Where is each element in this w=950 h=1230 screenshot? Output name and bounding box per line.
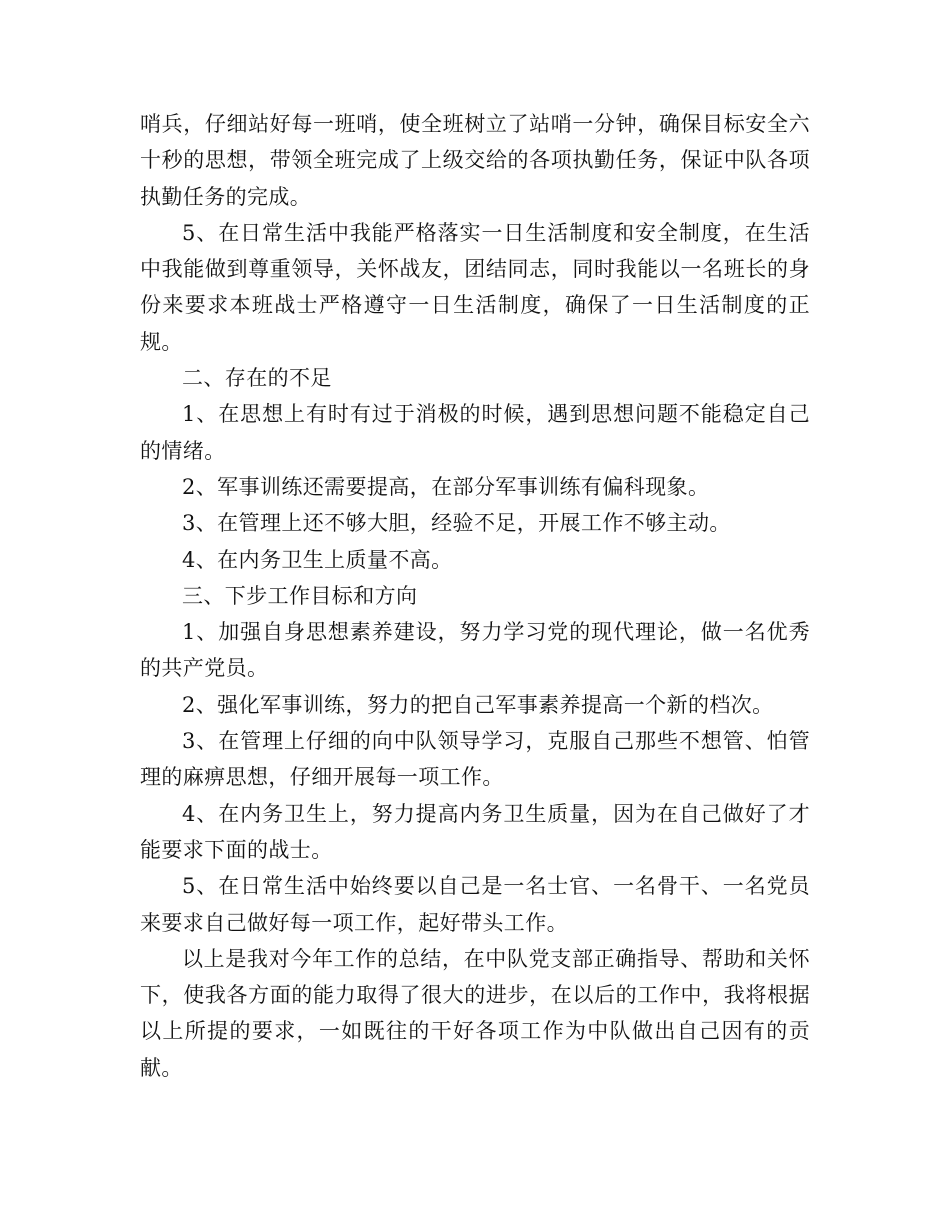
paragraph-shortcoming-3: 3、在管理上还不够大胆，经验不足，开展工作不够主动。 xyxy=(182,511,731,536)
section-heading-shortcomings: 二、存在的不足 xyxy=(182,366,332,391)
section-heading-goals: 三、下步工作目标和方向 xyxy=(182,583,418,608)
paragraph-goal-4: 4、在内务卫生上，努力提高内务卫生质量，因为在自己做好了才能要求下面的战士。 xyxy=(140,801,810,862)
paragraph-daily-life: 5、在日常生活中我能严格落实一日生活制度和安全制度，在生活中我能做到尊重领导，关怀战友，团结同志，同时我能以一名班长的身份来要求本班战士严格遵守一日生活制度，确保了一日生活制度的正规。 xyxy=(140,220,810,354)
paragraph-goal-5: 5、在日常生活中始终要以自己是一名士官、一名骨干、一名党员来要求自己做好每一项工作，起好带头工作。 xyxy=(140,874,810,935)
paragraph-goal-2: 2、强化军事训练，努力的把自己军事素养提高一个新的档次。 xyxy=(182,692,774,717)
paragraph-shortcoming-1: 1、在思想上有时有过于消极的时候，遇到思想问题不能稳定自己的情绪。 xyxy=(140,402,810,463)
paragraph-shortcoming-2: 2、军事训练还需要提高，在部分军事训练有偏科现象。 xyxy=(182,474,710,499)
paragraph-goal-3: 3、在管理上仔细的向中队领导学习，克服自己那些不想管、怕管理的麻痹思想，仔细开展每一项工作。 xyxy=(140,729,810,790)
paragraph-sentry-duty: 哨兵，仔细站好每一班哨，使全班树立了站哨一分钟，确保目标安全六十秒的思想，带领全班完成了上级交给的各项执勤任务，保证中队各项执勤任务的完成。 xyxy=(140,112,810,209)
paragraph-goal-1: 1、加强自身思想素养建设，努力学习党的现代理论，做一名优秀的共产党员。 xyxy=(140,620,810,681)
paragraph-conclusion: 以上是我对今年工作的总结，在中队党支部正确指导、帮助和关怀下，使我各方面的能力取得了很大的进步，在以后的工作中，我将根据以上所提的要求，一如既往的干好各项工作为中队做出自己因有的贡献。 xyxy=(140,946,810,1080)
paragraph-shortcoming-4: 4、在内务卫生上质量不高。 xyxy=(182,547,453,572)
document-body xyxy=(140,106,810,1086)
